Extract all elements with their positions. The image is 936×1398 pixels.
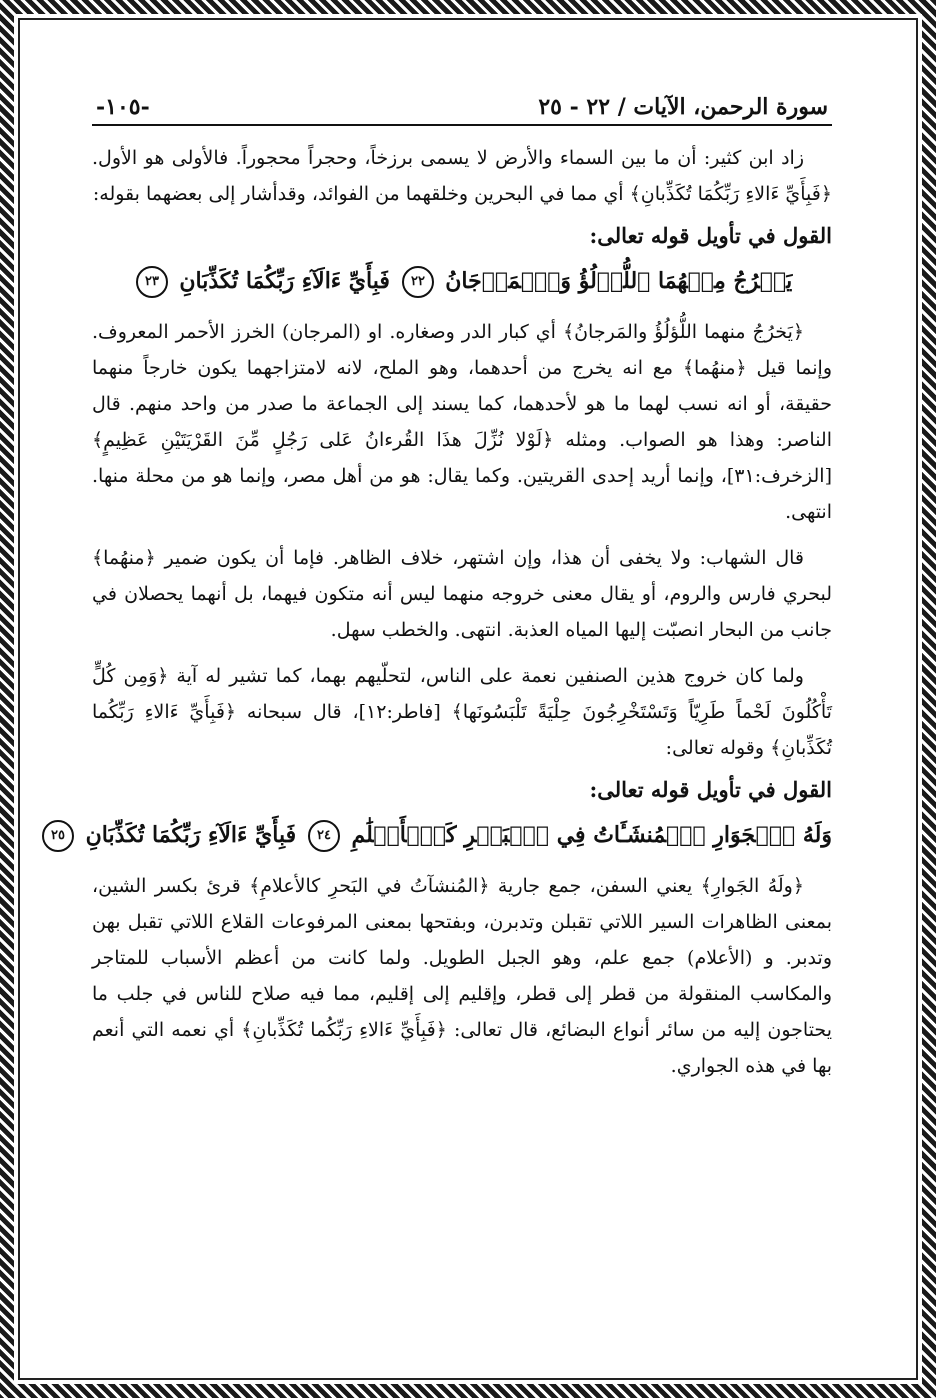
quran-verse-22-23 — [92, 258, 832, 304]
verse-number-marker — [395, 259, 440, 304]
verse-number-marker — [35, 813, 80, 858]
quran-verse-24-25 — [50, 812, 832, 858]
page-body — [50, 126, 833, 1084]
paragraph-1: زاد ابن كثير: أن ما بين السماء والأرض لا يسمى برزخاً، وحجراً محجوراً. فالأولى هو الأول. ﴿فَبِأَيِّ ءَالاءِ رَبِّكُمَا تُكَذِّبانِ﴾ أي مما في البحرين وخلقهما من الفوائد، وقدأشار إلى بعضهما بقوله: — [92, 147, 832, 205]
paragraph-5: ﴿ولَهُ الجَوارِ﴾ يعني السفن، جمع جارية ﴿المُنشآتُ في البَحرِ كالأعلامِ﴾ قرئ بكسر الشين، بمعنى الظاهرات السير اللاتي تقبلن وتدبرن، وبفتحها بمعنى المرفوعات القلاع اللاتي تقبل بهن وتدبر. و (الأعلام) جمع علم، وهو الجبل الطويل. ولما كانت من أعظم الأسباب للمتاجر والمكاسب المنقولة من قطر إلى قطر، وإقليم إلى إقليم، مما فيه صلاح للناس في جلب ما يحتاجون إليه من سائر أنواع البضائع، قال تعالى: ﴿فَبِأَيِّ ءَالاءِ رَبِّكُما تُكَذِّبانِ﴾ أي نعمه التي أنعم بها في هذه الجواري. — [92, 875, 832, 1077]
paragraph-4: ولما كان خروج هذين الصنفين نعمة على الناس، لتحلّيهم بهما، كما تشير له آية ﴿وَمِن كُلٍّ تَأْكُلُونَ لَحْماً طَرِيّاً وَتَسْتَخْرِجُونَ حِلْيَةً تَلْبَسُونَها﴾ [فاطر:١٢]، قال سبحانه ﴿فَبِأَيِّ ءَالاءِ رَبِّكُما تُكَذِّبانِ﴾ وقوله تعالى: — [92, 665, 832, 759]
page — [50, 78, 833, 1084]
paragraph-2: ﴿يَخرُجُ منهما اللُّؤلُؤُ والمَرجانُ﴾ أي كبار الدر وصغاره. او (المرجان) الخرز الأحمر المعروف. وإنما قيل ﴿منهُما﴾ مع انه يخرج من أحدهما، وهو الملح، لانه لامتزاجهما يكون خارجاً منهما حقيقة، أو انه نسب لهما ما هو لأحدهما، كما يسند إلى الجماعة ما صدر من واحد منهم. قال الناصر: وهذا هو الصواب. ومثله ﴿لَوْلا نُزِّلَ هذَا القُرءانُ عَلى رَجُلٍ مِّنَ القَرْيَتَيْنِ عَظِيمٍ﴾ [الزخرف:٣١]، وإنما أريد إحدى القريتين. وكما يقال: هو من أهل مصر، وإنما هو من محلة منها. انتهى. — [92, 321, 833, 523]
verse-number-marker — [129, 259, 174, 304]
verse-number: ٢٤ — [316, 828, 331, 843]
paragraph-3: قال الشهاب: ولا يخفى أن هذا، وإن اشتهر، خلاف الظاهر. فإما أن يكون ضمير ﴿منهُما﴾ لبحري فارس والروم، أو يقال معنى خروجه منهما ليس أنه متكون فيهما، بل أنهما يحصلان في جانب من البحار انصبّت إليها المياه العذبة. انتهى. والخطب سهل. — [92, 547, 832, 641]
verse-text-22: يَخۡرُجُ مِنۡهُمَا ٱللُّؤۡلُؤُ وَٱلۡمَرۡجَانُ — [445, 268, 793, 294]
running-head: سورة الرحمن، الآيات / ٢٢ - ٢٥ — [538, 94, 828, 120]
verse-text-23: فَبِأَيِّ ءَالَآءِ رَبِّكُمَا تُكَذِّبَانِ — [179, 268, 390, 294]
section-heading-1: القول في تأويل قوله تعالى: — [589, 223, 832, 248]
verse-number: ٢٢ — [410, 274, 425, 289]
verse-number: ٢٥ — [50, 828, 65, 843]
page-header — [92, 78, 832, 126]
page-number: -١٠٥- — [96, 94, 150, 120]
section-heading-2: القول في تأويل قوله تعالى: — [589, 777, 832, 802]
verse-text-24: وَلَهُ ٱلۡجَوَارِ ٱلۡمُنشَـَٔاتُ فِي ٱلۡبَحۡرِ كَٱلۡأَعۡلَٰمِ — [351, 822, 832, 848]
verse-number: ٢٣ — [144, 274, 159, 289]
verse-number-marker — [301, 813, 346, 858]
verse-text-25: فَبِأَيِّ ءَالَآءِ رَبِّكُمَا تُكَذِّبَانِ — [85, 822, 297, 848]
